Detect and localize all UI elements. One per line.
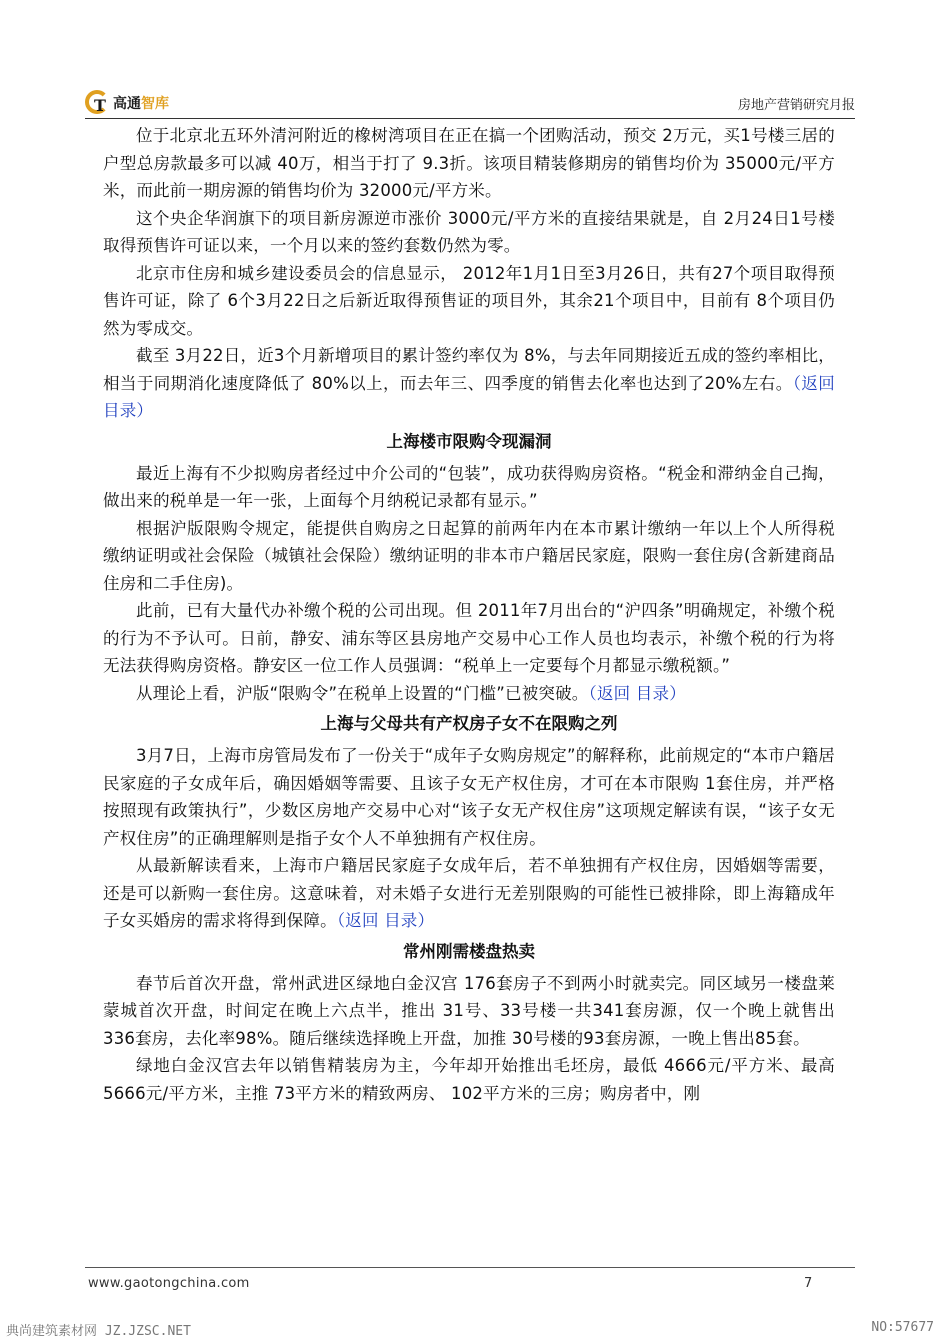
paragraph	[103, 970, 835, 1053]
paragraph	[103, 342, 835, 425]
paragraph-text: 从理论上看，沪版“限购令”在税单上设置的“门槛”已被突破。	[136, 683, 589, 703]
paragraph-text: 截至 3月22日，近3个月新增项目的累计签约率仅为 8%，与去年同期接近五成的签约率相比，相当于同期消化速度降低了 80%以上，而去年三、四季度的销售去化率也达到了20%左右。	[103, 346, 835, 393]
paragraph-text: 3月7日，上海市房管局发布了一份关于“成年子女购房规定”的解释称，此前规定的“本市户籍居民家庭的子女成年后，确因婚姻等需要、且该子女无产权住房，才可在本市限购 1套住房，并严格按照现有政策执行”，少数区房地产交易中心对“该子女无产权住房”这项规定解读有误，“该子女无产权住房”的正确理解则是指子女个人不单独拥有产权住房。	[103, 746, 835, 848]
paragraph-text: 从最新解读看来，上海市户籍居民家庭子女成年后，若不单独拥有产权住房，因婚姻等需要，还是可以新购一套住房。这意味着，对未婚子女进行无差别限购的可能性已被排除，即上海籍成年子女买婚房的需求将得到保障。	[103, 856, 835, 930]
paragraph	[103, 260, 835, 343]
paragraph-text: 北京市住房和城乡建设委员会的信息显示， 2012年1月1日至3月26日，共有27个项目取得预售许可证，除了 6个3月22日之后新近取得预售证的项目外，其余21个项目中，目前有 8个项目仍然为零成交。	[103, 263, 835, 338]
paragraph	[103, 597, 835, 680]
paragraph-text: 春节后首次开盘，常州武进区绿地白金汉宫 176套房子不到两小时就卖完。同区域另一楼盘莱蒙城首次开盘，时间定在晚上六点半，推出 31号、33号楼一共341套房源，仅一个晚上就售出 336套房，去化率98%。随后继续选择晚上开盘，加推 30号楼的93套房源，一晚上售出85套。	[103, 973, 835, 1048]
logo-icon: T	[85, 90, 111, 116]
paragraph	[103, 1052, 835, 1107]
page-number: 7	[804, 1276, 813, 1291]
paragraph-text: 位于北京北五环外清河附近的橡树湾项目在正在搞一个团购活动，预交 2万元，买1号楼三居的户型总房款最多可以减 40万，相当于打了 9.3折。该项目精装修期房的销售均价为 35000元/平方米，而此前一期房源的销售均价为 32000元/平方米。	[103, 126, 835, 200]
section-heading	[103, 427, 835, 457]
paragraph	[103, 205, 835, 260]
paragraph-text: 最近上海有不少拟购房者经过中介公司的“包装”，成功获得购房资格。“税金和滞纳金自己掏，做出来的税单是一年一张，上面每个月纳税记录都有显示。”	[103, 463, 835, 510]
section-heading	[103, 709, 835, 739]
paragraph	[103, 460, 835, 515]
paragraph-text: 根据沪版限购令规定，能提供自购房之日起算的前两年内在本市累计缴纳一年以上个人所得税缴纳证明或社会保险（城镇社会保险）缴纳证明的非本市户籍居民家庭，限购一套住房(含新建商品住房和二手住房)。	[103, 518, 835, 593]
page-header	[85, 88, 855, 120]
heading-text: 常州刚需楼盘热卖	[403, 941, 535, 961]
watermark-right: NO:57677	[871, 1320, 934, 1335]
back-to-toc-link[interactable]: （返回 目录）	[103, 373, 835, 420]
footer-divider	[85, 1267, 855, 1268]
paragraph	[103, 680, 835, 708]
paragraph-text: 此前，已有大量代办补缴个税的公司出现。但 2011年7月出台的“沪四条”明确规定，补缴个税的行为不予认可。日前，静安、浦东等区县房地产交易中心工作人员也均表示，补缴个税的行为将无法获得购房资格。静安区一位工作人员强调：“税单上一定要每个月都显示缴税额。”	[103, 601, 835, 675]
paragraph	[103, 515, 835, 598]
paragraph-text: 这个央企华润旗下的项目新房源逆市涨价 3000元/平方米的直接结果就是，自 2月24日1号楼取得预售许可证以来，一个月以来的签约套数仍然为零。	[103, 208, 835, 255]
watermark-left: 典尚建筑素材网 JZ.JZSC.NET	[6, 1324, 191, 1339]
heading-text: 上海与父母共有产权房子女不在限购之列	[320, 714, 618, 733]
back-to-toc-link[interactable]: （返回 目录）	[336, 911, 435, 930]
paragraph	[103, 852, 835, 935]
footer-url[interactable]: www.gaotongchina.com	[88, 1276, 250, 1291]
paragraph	[103, 742, 835, 852]
logo-text: 高通智库	[113, 96, 169, 112]
article-body	[103, 122, 835, 1107]
gaotong-logo	[85, 88, 169, 118]
paragraph-text: 绿地白金汉宫去年以销售精装房为主，今年却开始推出毛坯房，最低 4666元/平方米、最高5666元/平方米，主推 73平方米的精致两房、 102平方米的三房；购房者中，刚	[103, 1056, 835, 1103]
report-title: 房地产营销研究月报	[737, 98, 855, 113]
back-to-toc-link[interactable]: （返回 目录）	[588, 683, 686, 703]
paragraph	[103, 122, 835, 205]
section-heading	[103, 937, 835, 967]
heading-text: 上海楼市限购令现漏洞	[386, 431, 552, 451]
header-divider	[85, 118, 855, 119]
